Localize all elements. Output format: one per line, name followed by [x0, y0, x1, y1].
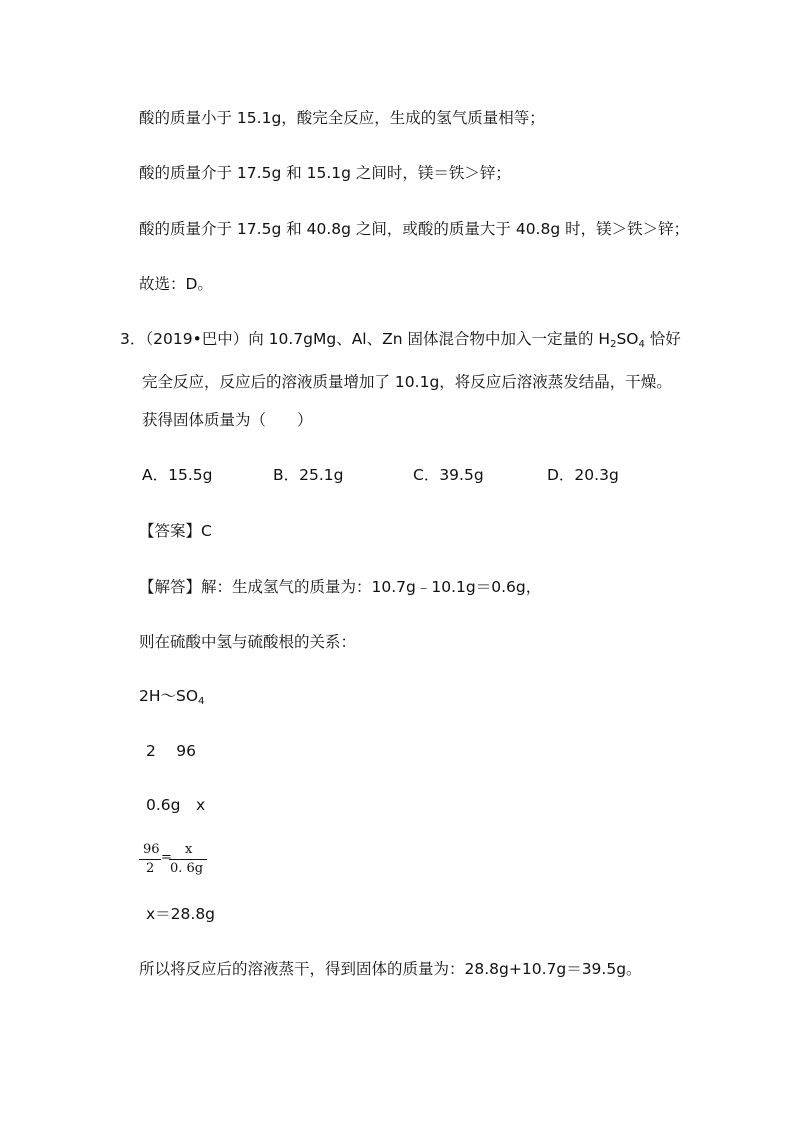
ratio-row-2: 0.6g x: [146, 796, 206, 814]
option-b: B．25.1g: [273, 466, 344, 484]
analysis-line-1: 酸的质量小于 15.1g，酸完全反应，生成的氢气质量相等；: [139, 109, 545, 127]
question-text-part-c: 恰好: [644, 330, 681, 348]
analysis-line-3: 酸的质量介于 17.5g 和 40.8g 之间，或酸的质量大于 40.8g 时，镁＞铁＞锌；: [139, 220, 690, 238]
option-c: C．39.5g: [413, 466, 484, 484]
result-x: x＝28.8g: [146, 905, 216, 923]
answer-label: 【答案】C: [139, 522, 212, 540]
fraction-left-numerator: 96: [143, 842, 160, 857]
final-answer-line: 所以将反应后的溶液蒸干，得到固体的质量为：28.8g+10.7g＝39.5g。: [139, 960, 642, 978]
subscript-2: 2: [610, 339, 617, 350]
question-3-stem: [120, 329, 681, 349]
equation-subscript: 4: [198, 696, 205, 707]
fraction-left-bar: [139, 859, 161, 860]
fraction-equals: =: [161, 850, 172, 865]
solution-relation: 则在硫酸中氢与硫酸根的关系：: [139, 633, 357, 651]
proportion-equation: [139, 842, 211, 878]
question-3-line-3: 获得固体质量为（ ）: [142, 411, 313, 429]
equation-text: 2H～SO: [139, 687, 199, 705]
analysis-conclusion: 故选：D。: [139, 275, 213, 293]
question-text-part-a: （2019•巴中）向 10.7gMg、Al、Zn 固体混合物中加入一定量的 H: [145, 330, 611, 348]
question-3-line-2: 完全反应，反应后的溶液质量增加了 10.1g，将反应后溶液蒸发结晶，干燥。: [142, 373, 672, 391]
question-number: 3．: [120, 330, 146, 348]
fraction-right-denominator: 0. 6g: [170, 861, 204, 876]
option-d: D．20.3g: [547, 466, 619, 484]
question-text-part-b: SO: [616, 330, 639, 348]
fraction-left-denominator: 2: [146, 861, 155, 876]
subscript-4: 4: [638, 339, 645, 350]
ratio-row-1: 2 96: [146, 742, 197, 760]
fraction-right-bar: [169, 859, 207, 860]
analysis-line-2: 酸的质量介于 17.5g 和 15.1g 之间时，镁＝铁＞锌；: [139, 164, 511, 182]
option-a: A．15.5g: [142, 466, 213, 484]
fraction-right-numerator: x: [185, 842, 193, 857]
solution-line-1: 【解答】解：生成氢气的质量为：10.7g﹣10.1g＝0.6g，: [139, 578, 542, 596]
equation-relation: [139, 686, 204, 706]
